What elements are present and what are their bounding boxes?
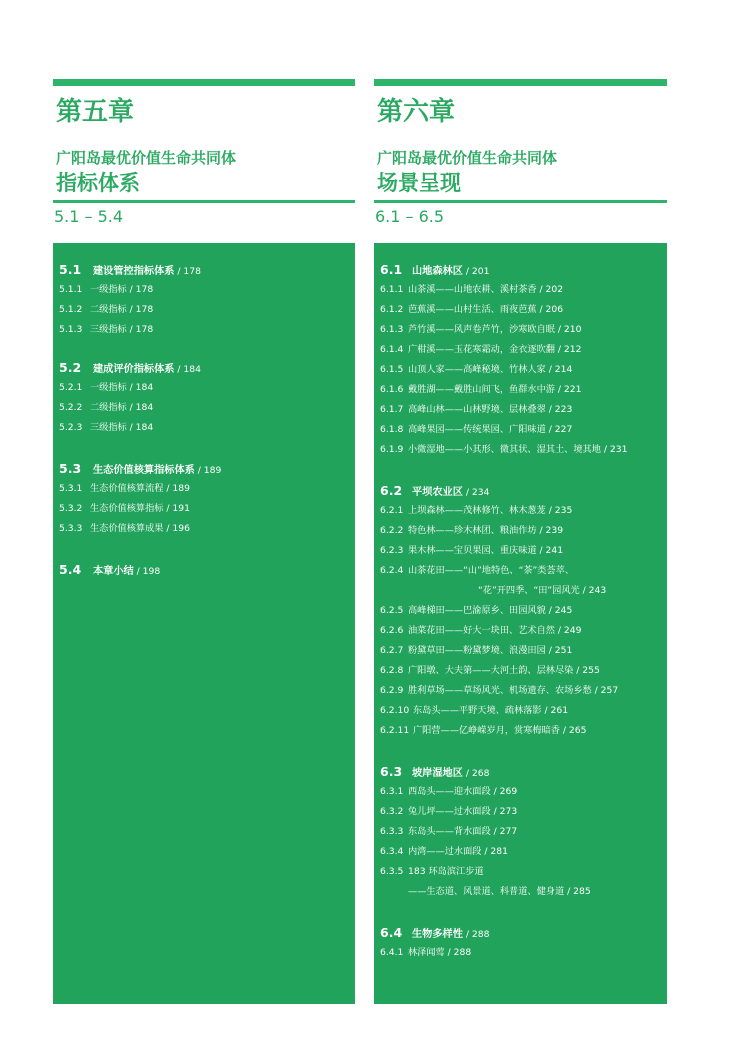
chapter-6-range: 6.1 – 6.5 bbox=[375, 207, 445, 226]
chapter-5-range: 5.1 – 5.4 bbox=[54, 207, 124, 226]
toc-entry[interactable]: 6.2.10 东岛头——平野天境、疏林落影 / 261 bbox=[380, 705, 569, 716]
chapter-6-subtitle: 广阳岛最优价值生命共同体 bbox=[377, 149, 558, 167]
toc-entry[interactable]: 6.3.1 西岛头——迎水面段 / 269 bbox=[380, 786, 518, 797]
toc-entry-continuation[interactable]: ——生态道、风景道、科普道、健身道 / 285 bbox=[408, 886, 591, 897]
toc-entry[interactable]: 6.2.11 广阳营——亿峥嵘岁月，赏寒梅暗香 / 265 bbox=[380, 725, 587, 736]
toc-entry[interactable]: 6.1.8 高峰果园——传统果园、广阳味道 / 227 bbox=[380, 424, 573, 435]
toc-entry[interactable]: 6.3.2 兔儿坪——过水面段 / 273 bbox=[380, 806, 518, 817]
toc-entry[interactable]: 6.2.5 高峰梯田——巴渝原乡、田园风貌 / 245 bbox=[380, 605, 573, 616]
toc-entry[interactable]: 5.1.1 一级指标 / 178 bbox=[59, 284, 154, 295]
toc-entry[interactable]: 6.4 生物多样性 / 288 bbox=[380, 925, 490, 940]
toc-entry[interactable]: 6.3 坡岸湿地区 / 268 bbox=[380, 764, 490, 779]
toc-entry[interactable]: 6.1.9 小微湿地——小其形、微其状、湿其土、境其地 / 231 bbox=[380, 444, 628, 455]
toc-entry[interactable]: 6.2.2 特色林——珍木林团、粮油作坊 / 239 bbox=[380, 525, 564, 536]
toc-entry[interactable]: 5.1 建设管控指标体系 / 178 bbox=[59, 262, 201, 277]
toc-entry[interactable]: 6.2.7 粉黛草田——粉黛梦境、浪漫田园 / 251 bbox=[380, 645, 573, 656]
toc-entry[interactable]: 6.1.1 山茶溪——山地农耕、溪村茶香 / 202 bbox=[380, 284, 564, 295]
toc-entry[interactable]: 6.2.6 油菜花田——好大一块田、艺术自然 / 249 bbox=[380, 625, 582, 636]
chapter-6-label: 第六章 bbox=[377, 97, 456, 127]
toc-entry[interactable]: 6.1.7 高峰山林——山林野境、层林叠翠 / 223 bbox=[380, 404, 573, 415]
toc-entry[interactable]: 6.4.1 林泽闻莺 / 288 bbox=[380, 947, 472, 958]
toc-entry[interactable]: 5.1.3 三级指标 / 178 bbox=[59, 324, 154, 335]
toc-entry[interactable]: 5.3.3 生态价值核算成果 / 196 bbox=[59, 523, 190, 534]
toc-entry[interactable]: 5.2.3 三级指标 / 184 bbox=[59, 422, 154, 433]
chapter-6-mid-rule bbox=[374, 200, 667, 203]
toc-entry[interactable]: 6.2.3 果木林——宝贝果园、重庆味道 / 241 bbox=[380, 545, 564, 556]
toc-entry[interactable]: 5.4 本章小结 / 198 bbox=[59, 562, 161, 577]
toc-entry[interactable]: 6.1.3 芦竹溪——风声卷芦竹，沙寒欧自眠 / 210 bbox=[380, 324, 582, 335]
toc-entry[interactable]: 6.2.8 广阳墩、大夫第——大河土韵、层林尽染 / 255 bbox=[380, 665, 600, 676]
toc-entry[interactable]: 6.2.9 胜利草场——草场风光、机场遗存、农场乡愁 / 257 bbox=[380, 685, 619, 696]
toc-entry[interactable]: 6.3.4 内湾——过水面段 / 281 bbox=[380, 846, 508, 857]
chapter-6-title: 场景呈现 bbox=[377, 171, 461, 195]
toc-entry[interactable]: 5.2.2 二级指标 / 184 bbox=[59, 402, 154, 413]
toc-entry[interactable]: 6.2 平坝农业区 / 234 bbox=[380, 483, 490, 498]
toc-entry[interactable]: 6.2.4 山茶花田——“山”地特色、“茶”类荟萃、 bbox=[380, 565, 575, 576]
toc-entry[interactable]: 5.2.1 一级指标 / 184 bbox=[59, 382, 154, 393]
toc-entry[interactable]: 6.1.5 山顶人家——高峰秘境、竹林人家 / 214 bbox=[380, 364, 573, 375]
toc-entry[interactable]: 5.1.2 二级指标 / 178 bbox=[59, 304, 154, 315]
chapter-5-title: 指标体系 bbox=[56, 171, 140, 195]
toc-entry[interactable]: 6.1.2 芭蕉溪——山村生活、雨夜芭蕉 / 206 bbox=[380, 304, 564, 315]
toc-entry[interactable]: 6.3.3 东岛头——背水面段 / 277 bbox=[380, 826, 518, 837]
chapter-5-mid-rule bbox=[53, 200, 355, 203]
toc-entry[interactable]: 6.1.4 广柑溪——玉花寒霜动，金衣逐吹翻 / 212 bbox=[380, 344, 582, 355]
chapter-6-top-rule bbox=[374, 79, 667, 86]
toc-entry[interactable]: 5.3 生态价值核算指标体系 / 189 bbox=[59, 461, 222, 476]
chapter-5-label: 第五章 bbox=[56, 97, 135, 127]
chapter-5-subtitle: 广阳岛最优价值生命共同体 bbox=[56, 149, 237, 167]
toc-entry[interactable]: 6.3.5 183 环岛滨江步道 bbox=[380, 866, 484, 877]
toc-entry[interactable]: 5.3.2 生态价值核算指标 / 191 bbox=[59, 503, 190, 514]
toc-entry[interactable]: 5.3.1 生态价值核算流程 / 189 bbox=[59, 483, 190, 494]
chapter-5-top-rule bbox=[53, 79, 355, 86]
chapter-6-toc-panel bbox=[374, 243, 667, 1004]
toc-entry[interactable]: 6.1 山地森林区 / 201 bbox=[380, 262, 490, 277]
chapter-5-toc-panel bbox=[53, 243, 355, 1004]
toc-entry[interactable]: 6.2.1 上坝森林——茂林修竹、林木葱茏 / 235 bbox=[380, 505, 573, 516]
toc-entry[interactable]: 5.2 建成评价指标体系 / 184 bbox=[59, 360, 201, 375]
toc-entry-continuation[interactable]: “花”开四季、“田”园风光 / 243 bbox=[478, 585, 607, 596]
toc-entry[interactable]: 6.1.6 戴胜湖——戴胜山间飞，鱼群水中游 / 221 bbox=[380, 384, 582, 395]
